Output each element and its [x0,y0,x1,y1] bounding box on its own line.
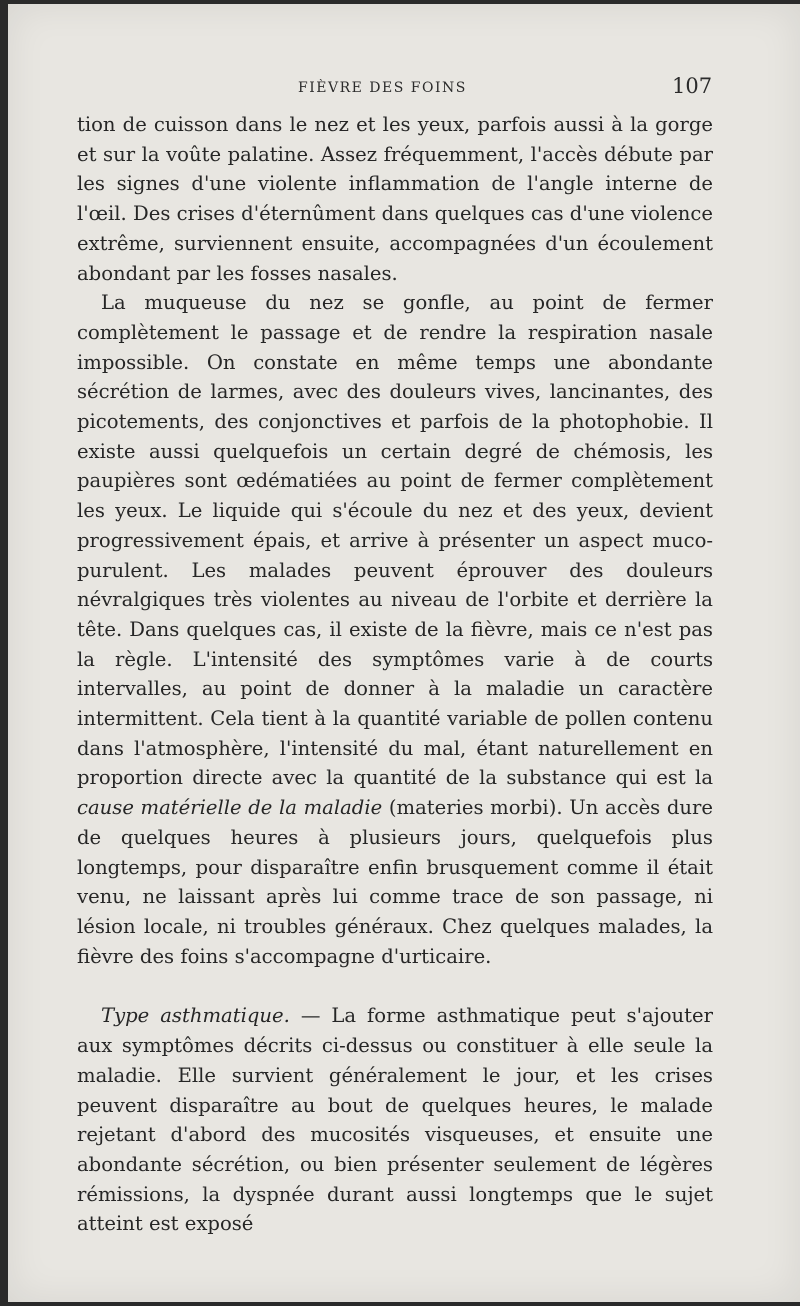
paragraph-2-text-a: La muqueuse du nez se gonfle, au point de fermer complètement le passage et de rendre la respiration nasale impossible. On constate en même temps une abondante sécrétion de larmes, avec des douleurs vives, lancinantes, des picotements, des conjonctives et parfois de la photophobie. Il existe aussi quelquefois un certain degré de chémosis, les paupières sont œdématiées au point de fermer complètement les yeux. Le liquide qui s'écoule du nez et des yeux, devient progressivement épais, et arrive à présenter un aspect muco-purulent. Les malades peuvent éprouver des douleurs névralgiques très violentes au niveau de l'orbite et derrière la tête. Dans quelques cas, il existe de la fièvre, mais ce n'est pas la règle. L'intensité des symptômes varie à de courts intervalles, au point de donner à la maladie un caractère intermittent. Cela tient à la quantité variable de pollen contenu dans l'atmosphère, l'intensité du mal, étant naturellement en proportion directe avec la quantité de la substance qui est la [77,291,713,790]
section-gap [77,971,713,1001]
section-heading-asthmatic: Type asthmatique. [101,1004,290,1028]
page-header [8,76,800,106]
book-page [8,4,800,1302]
paragraph-2-text-b: (materies morbi). Un accès dure de quelques heures à plusieurs jours, quelquefois plus longtemps, pour disparaître enfin brusquement comme il était venu, ne laissant après lui comme trace de son passage, ni lésion locale, ni troubles généraux. Chez quelques malades, la fièvre des foins s'accompagne d'urticaire. [77,796,713,968]
running-title: FIÈVRE DES FOINS [298,80,467,96]
body-text [77,110,713,1239]
paragraph-3 [77,1001,713,1239]
page-number: 107 [672,74,713,98]
paragraph-3-text: — La forme asthmatique peut s'ajouter aux symptômes décrits ci-dessus ou constituer à elle seule la maladie. Elle survient généralement le jour, et les crises peuvent disparaître au bout de quelques heures, le malade rejetant d'abord des mucosités visqueuses, et ensuite une abondante sécrétion, ou bien présenter seulement de légères rémissions, la dyspnée durant aussi longtemps que le sujet atteint est exposé [77,1004,713,1236]
paragraph-2 [77,288,713,971]
paragraph-1: tion de cuisson dans le nez et les yeux, parfois aussi à la gorge et sur la voûte palatine. Assez fréquemment, l'accès débute par les signes d'une violente inflammation de l'angle interne de l'œil. Des crises d'éternûment dans quelques cas d'une violence extrême, surviennent ensuite, accompagnées d'un écoulement abondant par les fosses nasales. [77,113,713,285]
paragraph-2-italic-term: cause matérielle de la maladie [77,796,383,820]
